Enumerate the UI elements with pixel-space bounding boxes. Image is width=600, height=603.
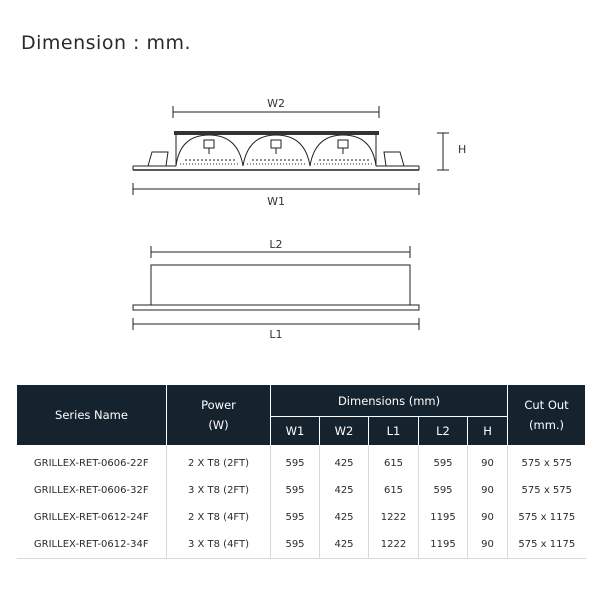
cell-l2: 595 [419, 446, 468, 478]
l2-label: L2 [269, 238, 283, 251]
w2-label: W2 [267, 97, 285, 110]
page-title: Dimension : mm. [21, 32, 192, 54]
cell-series: GRILLEX-RET-0606-22F [33, 458, 149, 469]
cell-l2: 1195 [419, 531, 468, 559]
l1-label: L1 [269, 328, 283, 341]
cell-series: GRILLEX-RET-0612-34F [17, 531, 167, 559]
w1-label: W1 [267, 195, 285, 208]
header-w2: W2 [320, 417, 369, 446]
cell-w2: 425 [320, 531, 369, 559]
header-power [167, 385, 271, 446]
cell-power: 3 X T8 (2FT) [167, 477, 271, 504]
h-dimension-line [437, 133, 449, 170]
cell-cut-out: 575 x 575 [508, 446, 586, 478]
cell-w1: 595 [271, 531, 320, 559]
cell-h: 90 [468, 531, 508, 559]
cell-series: GRILLEX-RET-0606-32F [33, 485, 149, 496]
table-row [17, 446, 586, 478]
cell-w2: 425 [320, 504, 369, 531]
cell-w2: 425 [320, 446, 369, 478]
cell-h: 90 [468, 477, 508, 504]
cell-l2: 1195 [419, 504, 468, 531]
w1-dimension-line [133, 183, 419, 195]
section-view [133, 131, 419, 170]
cell-series: GRILLEX-RET-0612-24F [33, 512, 149, 523]
table-row [17, 504, 586, 531]
cell-power: 2 X T8 (2FT) [167, 446, 271, 478]
header-power-line2: (W) [208, 418, 229, 432]
cell-power: 2 X T8 (4FT) [167, 504, 271, 531]
table-row [17, 477, 586, 504]
cell-l1: 615 [369, 477, 419, 504]
side-view [133, 265, 419, 310]
table-row [17, 531, 586, 559]
header-dimensions: Dimensions (mm) [271, 385, 508, 417]
header-l2: L2 [419, 417, 468, 446]
cell-cut-out: 575 x 1175 [508, 504, 586, 531]
cell-w1: 595 [271, 504, 320, 531]
header-w1: W1 [271, 417, 320, 446]
cell-h: 90 [468, 504, 508, 531]
cell-cut-out: 575 x 575 [508, 477, 586, 504]
cell-l2: 595 [419, 477, 468, 504]
cell-l1: 1222 [369, 531, 419, 559]
cell-w2: 425 [320, 477, 369, 504]
cell-l1: 1222 [369, 504, 419, 531]
header-power-line1: Power [201, 398, 236, 412]
cell-h: 90 [468, 446, 508, 478]
cell-l1: 615 [369, 446, 419, 478]
header-cut-out-line2: (mm.) [529, 418, 565, 432]
cell-power: 3 X T8 (4FT) [167, 531, 271, 559]
cell-w1: 595 [271, 477, 320, 504]
cell-cut-out: 575 x 1175 [508, 531, 586, 559]
spec-table [16, 384, 586, 559]
header-series-name: Series Name [17, 385, 167, 446]
header-cut-out-line1: Cut Out [524, 398, 569, 412]
h-label: H [458, 143, 467, 156]
cell-w1: 595 [271, 446, 320, 478]
header-h: H [468, 417, 508, 446]
header-cut-out [508, 385, 586, 446]
header-l1: L1 [369, 417, 419, 446]
